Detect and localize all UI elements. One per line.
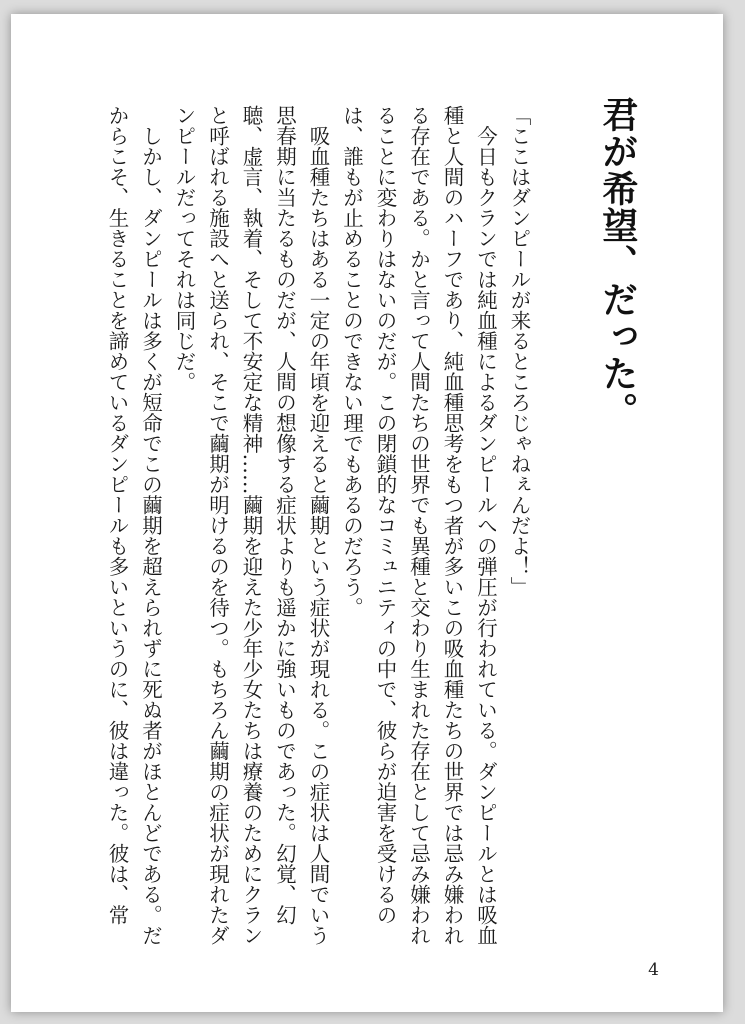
paragraph: 吸血種たちはある一定の年頃を迎えると繭期という症状が現れる。この症状は人間でいう思春期に当たるものだが、人間の想像する症状よりも遥かに強いものであった。幻覚、幻聴、虚言、執着、そして不安定な精神……繭期を迎えた少年少女たちは療養のためにクランと呼ばれる施設へと送られ、そこで繭期が明けるのを待つ。もちろん繭期の症状が現れたダンピールだってそれは同じだ。 xyxy=(172,105,330,946)
page-number: 4 xyxy=(648,960,659,980)
paragraph: 「ここはダンピールが来るところじゃねぇんだよ！」 xyxy=(507,105,531,597)
book-page xyxy=(11,14,723,1012)
chapter-title: 君が希望、だった。 xyxy=(596,96,638,429)
body-text xyxy=(100,105,536,955)
paragraph: しかし、ダンピールは多くが短命でこの繭期を超えられずに死ぬ者がほとんどである。だからこそ、生きることを諦めているダンピールも多いというのに、彼は違った。彼は、常 xyxy=(105,105,163,946)
paragraph: 今日もクランでは純血種によるダンピールへの弾圧が行われている。ダンピールとは吸血種と人間のハーフであり、純血種思考をもつ者が多いこの吸血種たちの世界では忌み嫌われる存在である。かと言って人間たちの世界でも異種と交わり生まれた存在として忌み嫌われることに変わりはないのだが。この閉鎖的なコミュニティの中で、彼らが迫害を受けるのは、誰もが止めることのできない理でもあるのだろう。 xyxy=(339,105,498,946)
